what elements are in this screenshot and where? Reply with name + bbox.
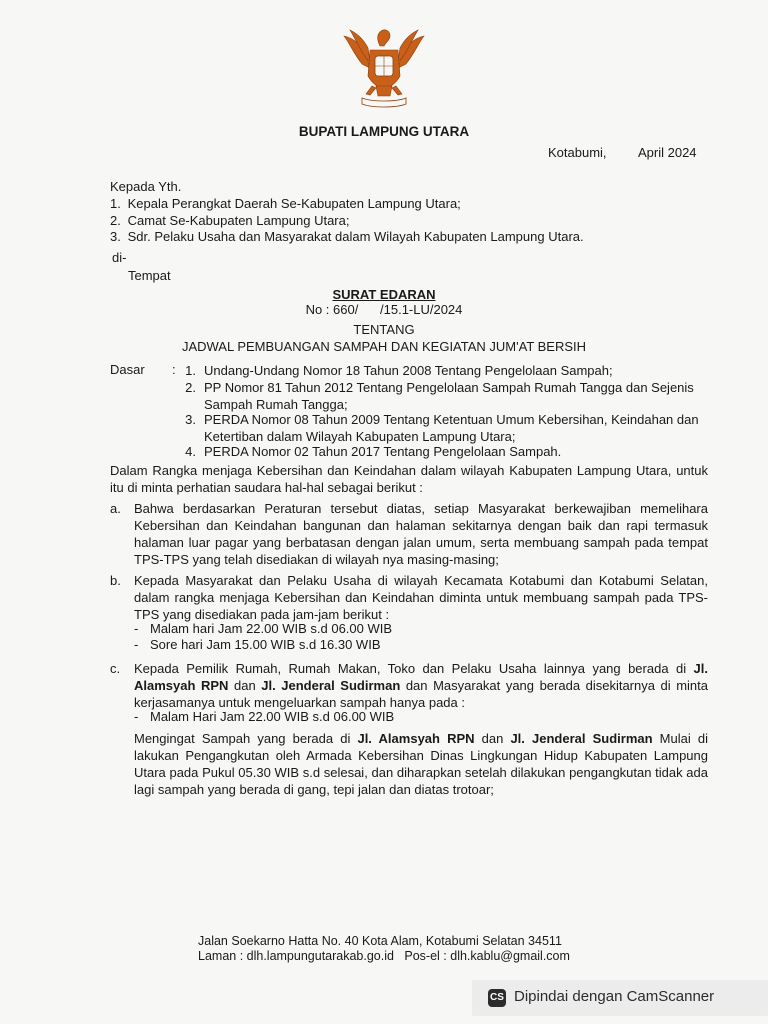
recipient-number: 3.: [110, 229, 121, 244]
point-a-text: Bahwa berdasarkan Peraturan tersebut diatas, setiap Masyarakat berkewajiban memelihara Kebersihan dan Keindahan bangunan dan halaman sekitarnya dengan baik dan rapi termasuk halaman luar pagar yang berbatasan dengan jalan umum, serta membuang sampah pada tempat TPS-TPS yang telah disediakan di wilayah nya masing-masing;: [134, 501, 708, 567]
recipient-number: 1.: [110, 196, 121, 211]
mengingat-text-start: Mengingat Sampah yang berada di: [134, 731, 351, 746]
dasar-number: 1.: [185, 363, 196, 378]
conjunction: dan: [234, 678, 256, 693]
point-b-bullet: [134, 637, 381, 652]
dasar-text: PP Nomor 81 Tahun 2012 Tentang Pengelolaan Sampah Rumah Tangga dan Sejenis Sampah Rumah Tangga;: [204, 380, 694, 412]
bullet-dash: -: [134, 637, 139, 652]
point-c: [110, 660, 708, 711]
bullet-dash: -: [134, 709, 139, 724]
point-c-bullet: [134, 709, 394, 724]
dasar-item: [178, 379, 708, 413]
dasar-item: [178, 411, 708, 445]
intro-paragraph: Dalam Rangka menjaga Kebersihan dan Keindahan dalam wilayah Kabupaten Lampung Utara, untuk itu di minta perhatian saudara hal-hal sebagai berikut :: [110, 463, 708, 495]
point-c-text: [134, 660, 708, 711]
circular-title: SURAT EDARAN: [332, 287, 436, 302]
mengingat-text-end: Mulai di lakukan Pengangkutan oleh Armada Kebersihan Dinas Lingkungan Hidup Kabupaten Lampung Utara pada Pukul 05.30 WIB s.d selesai, dan diharapkan setelah dilakukan pengangkutan tidak ada lagi sampah yang berada di gang, tepi jalan dan diatas trotoar;: [134, 731, 708, 797]
point-b-bullet: [134, 621, 392, 636]
recipient-text: Sdr. Pelaku Usaha dan Masyarakat dalam Wilayah Kabupaten Lampung Utara.: [127, 229, 584, 244]
circular-subject: JADWAL PEMBUANGAN SAMPAH DAN KEGIATAN JUM'AT BERSIH: [181, 339, 587, 354]
bullet-text: Sore hari Jam 15.00 WIB s.d 16.30 WIB: [150, 637, 381, 652]
footer-website: Laman : dlh.lampungutarakab.go.id: [198, 949, 394, 963]
recipient-text: Camat Se-Kabupaten Lampung Utara;: [127, 213, 350, 228]
recipient-intro: Kepada Yth.: [110, 179, 182, 194]
dasar-item: [178, 362, 708, 379]
recipient-item: [110, 196, 461, 211]
footer-email: Pos-el : dlh.kablu@gmail.com: [404, 949, 570, 963]
street-alamsyah: Jl. Alamsyah RPN: [357, 731, 475, 746]
point-b: [110, 572, 708, 623]
point-a: [110, 500, 708, 568]
point-b-text: Kepada Masyarakat dan Pelaku Usaha di wilayah Kecamata Kotabumi dan Kotabumi Selatan, dalam rangka menjaga Kebersihan dan Keindahan diminta untuk membuang sampah pada TPS-TPS yang disediakan pada jam-jam berikut :: [134, 573, 708, 622]
camscanner-label: Dipindai dengan CamScanner: [514, 988, 715, 1005]
letter-place: Kotabumi,: [548, 145, 607, 160]
camscanner-logo-icon: CS: [488, 989, 506, 1007]
dasar-number: 3.: [185, 412, 196, 427]
recipient-text: Kepala Perangkat Daerah Se-Kabupaten Lampung Utara;: [127, 196, 461, 211]
point-b-letter: b.: [110, 573, 121, 588]
camscanner-watermark: [472, 980, 768, 1016]
street-sudirman: Jl. Jenderal Sudirman: [510, 731, 653, 746]
dasar-text: PERDA Nomor 02 Tahun 2017 Tentang Pengelolaan Sampah.: [204, 444, 562, 459]
recipient-item: [110, 213, 349, 228]
garuda-emblem-icon: [336, 24, 432, 108]
recipient-number: 2.: [110, 213, 121, 228]
dasar-text: Undang-Undang Nomor 18 Tahun 2008 Tentang Pengelolaan Sampah;: [204, 363, 613, 378]
bullet-text: Malam hari Jam 22.00 WIB s.d 06.00 WIB: [150, 621, 393, 636]
point-c-text-start: Kepada Pemilik Rumah, Rumah Makan, Toko dan Pelaku Usaha lainnya yang berada di: [134, 661, 687, 676]
bullet-dash: -: [134, 621, 139, 636]
bullet-text: Malam Hari Jam 22.00 WIB s.d 06.00 WIB: [150, 709, 395, 724]
circular-tentang: TENTANG: [353, 322, 415, 337]
dasar-number: 2.: [185, 380, 196, 395]
point-c-letter: c.: [110, 661, 121, 676]
street-alamsyah: Jl. Alamsyah RPN: [134, 661, 708, 693]
footer-contact: [198, 949, 570, 963]
conjunction: dan: [481, 731, 504, 746]
letterhead-title: BUPATI LAMPUNG UTARA: [298, 124, 470, 139]
mengingat-paragraph: [134, 730, 708, 798]
point-a-letter: a.: [110, 501, 121, 516]
street-sudirman: Jl. Jenderal Sudirman: [261, 678, 401, 693]
dasar-number: 4.: [185, 444, 196, 459]
footer-address: Jalan Soekarno Hatta No. 40 Kota Alam, Kotabumi Selatan 34511: [198, 934, 562, 948]
recipient-di: di-: [112, 250, 127, 265]
dasar-item: [178, 443, 708, 460]
point-c-text-end: dan Masyarakat yang berada disekitarnya di minta kerjasamanya untuk mengeluarkan sampah hanya pada :: [134, 678, 708, 710]
circular-number: No : 660/ /15.1-LU/2024: [305, 302, 463, 317]
letter-date: April 2024: [638, 145, 697, 160]
dasar-colon: :: [172, 362, 176, 377]
recipient-tempat: Tempat: [128, 268, 171, 283]
dasar-label: Dasar: [110, 362, 145, 377]
dasar-text: PERDA Nomor 08 Tahun 2009 Tentang Ketentuan Umum Kebersihan, Keindahan dan Ketertiban dalam Wilayah Kabupaten Lampung Utara;: [204, 412, 699, 444]
recipient-item: [110, 229, 584, 244]
